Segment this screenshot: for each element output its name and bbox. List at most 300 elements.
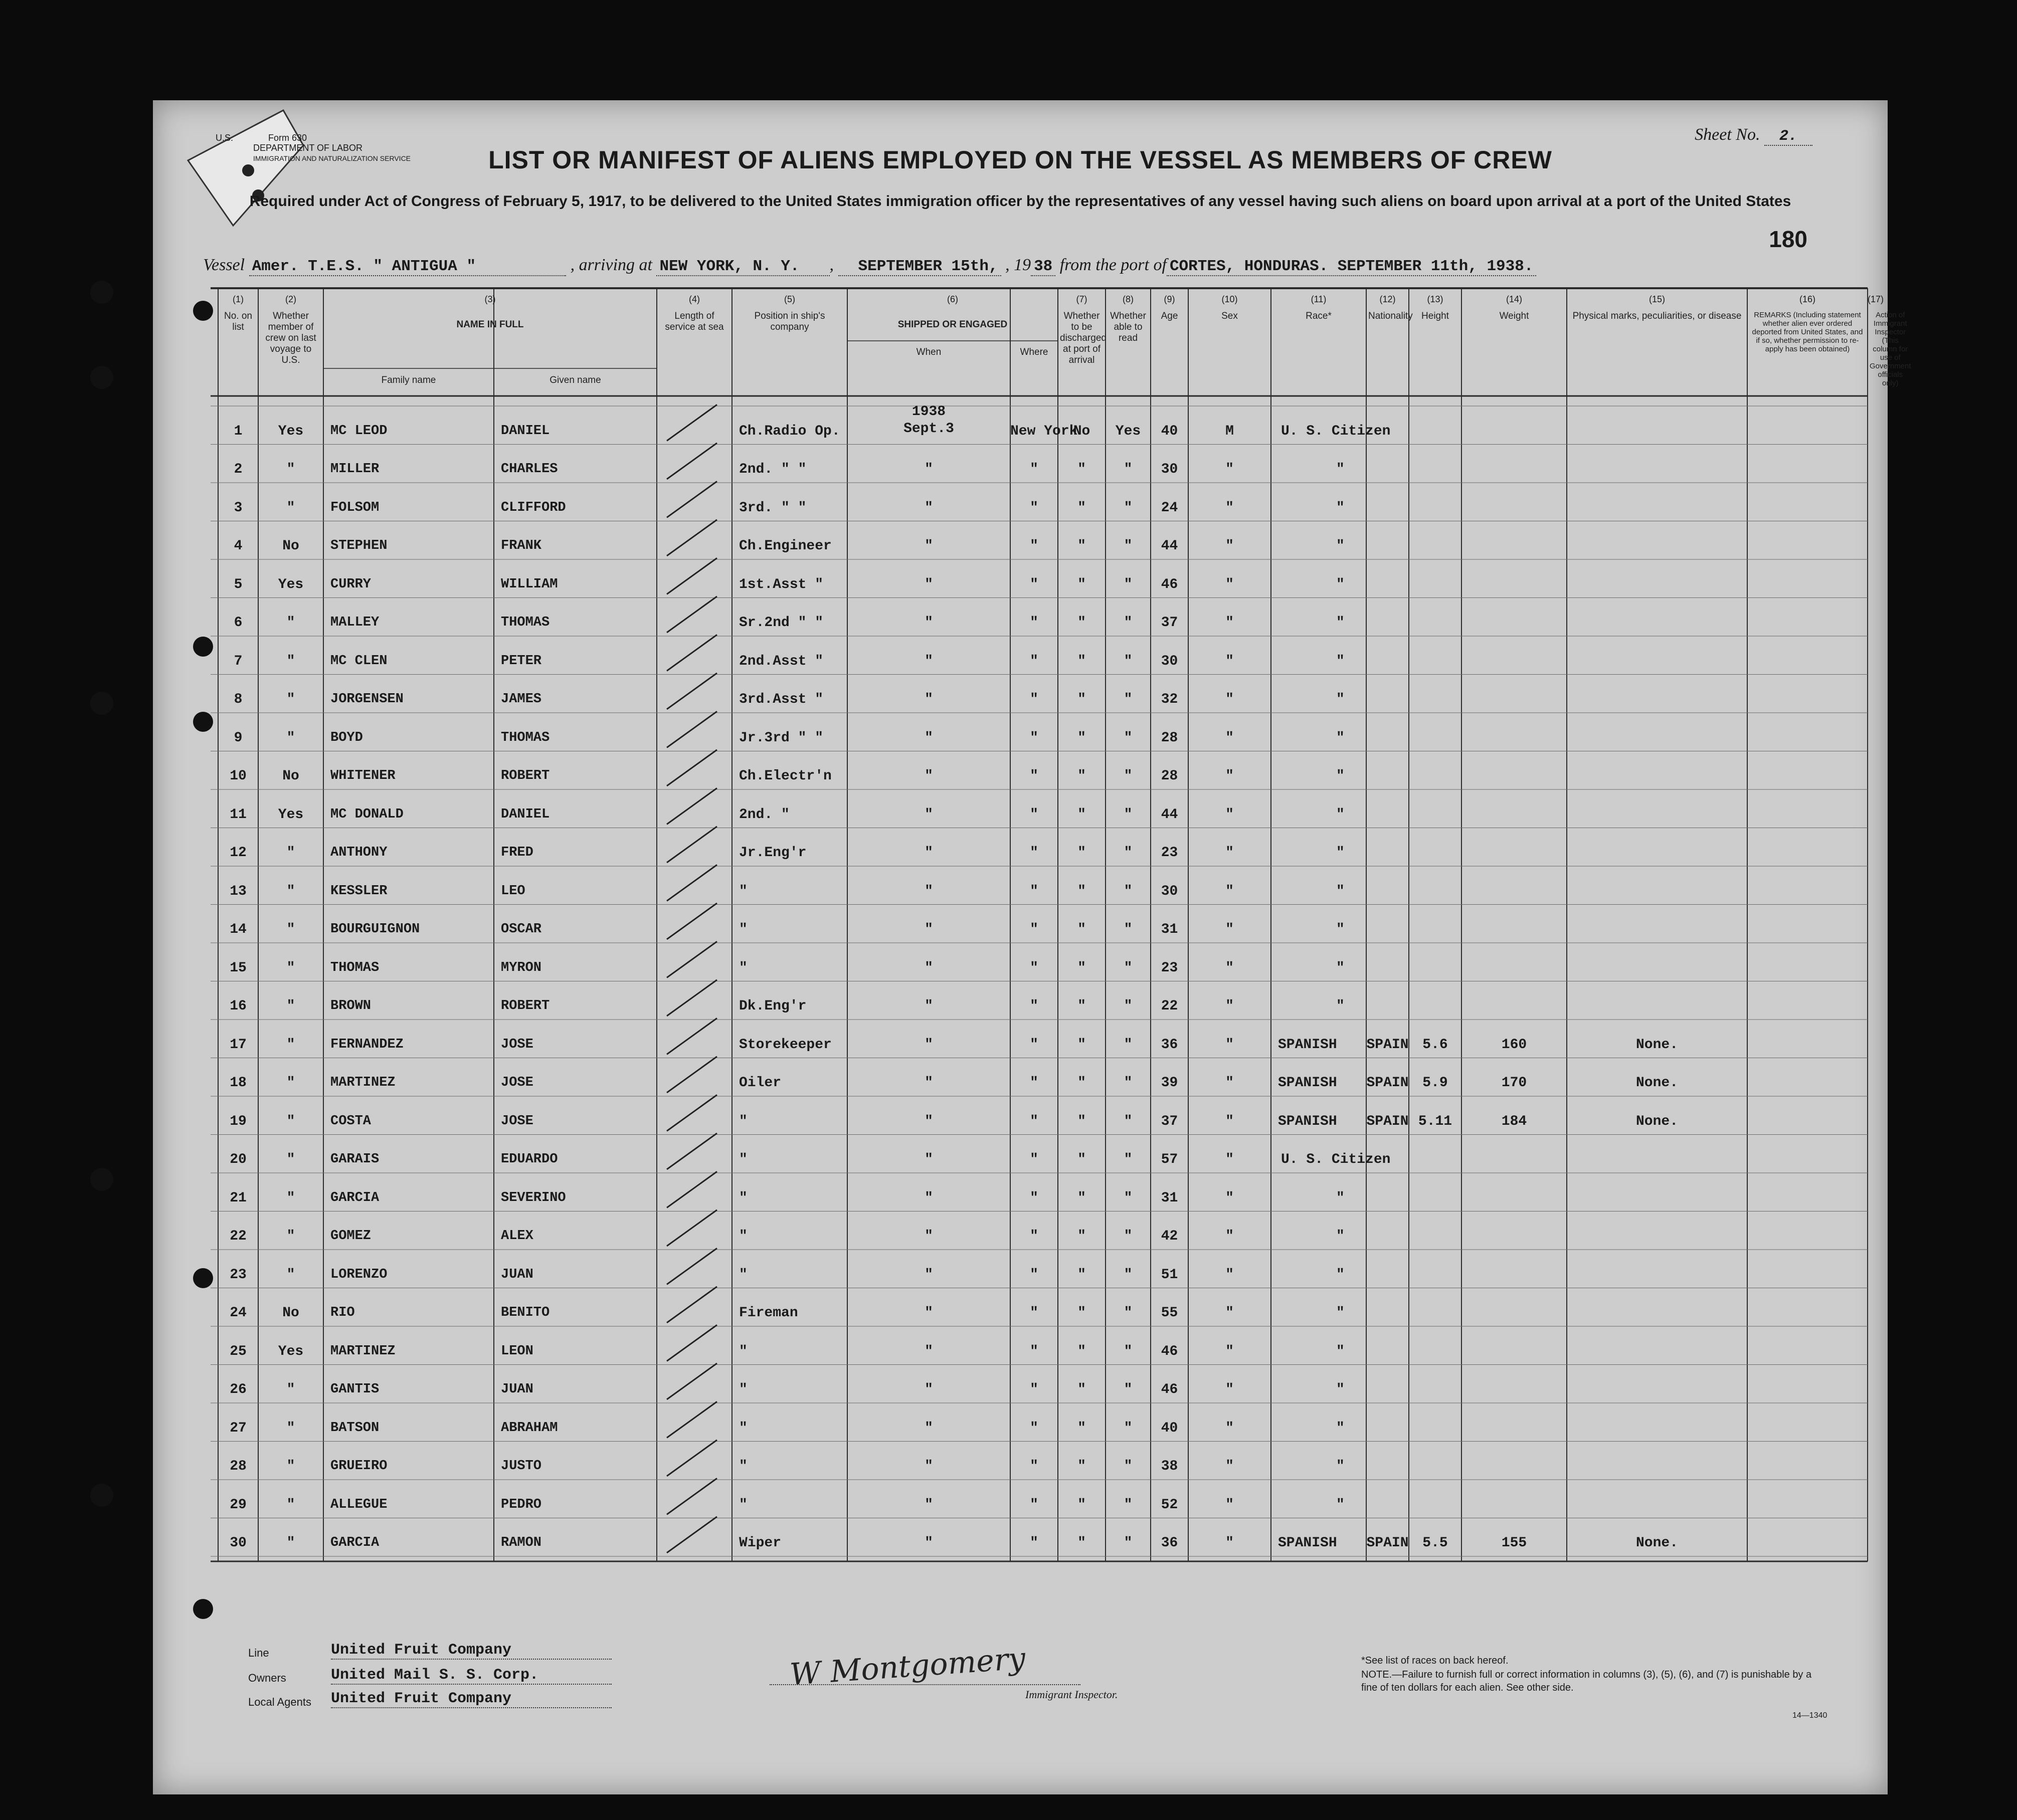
row-12-no: 12 <box>230 845 247 861</box>
row-17-no: 17 <box>230 1037 247 1053</box>
row-14-race: " <box>1336 922 1345 937</box>
row-25-when: " <box>925 1343 933 1359</box>
date-value: SEPTEMBER 15th, <box>838 258 1001 276</box>
row-28-age: 38 <box>1161 1459 1178 1474</box>
row-13-when: " <box>925 883 933 899</box>
row-11-sex: " <box>1225 806 1234 823</box>
column-header: Action of Immigrant Inspector (This column for use of Government officials only) <box>1870 311 1911 387</box>
service-slash-mark <box>667 520 717 556</box>
row-5-race: " <box>1336 576 1345 592</box>
row-24-prev: No <box>282 1305 299 1321</box>
row-7-sex: " <box>1225 653 1234 669</box>
row-7-age: 30 <box>1161 653 1178 669</box>
row-10-read: " <box>1124 768 1133 784</box>
row-25-read: " <box>1124 1343 1133 1359</box>
row-10-family: WHITENER <box>330 768 396 783</box>
row-7-race: " <box>1336 653 1345 669</box>
service-slash-mark <box>667 1057 717 1093</box>
row-24-no: 24 <box>230 1305 247 1321</box>
form-code: 14—1340 <box>1792 1711 1827 1720</box>
subcolumn-header: Given name <box>549 375 601 385</box>
row-13-no: 13 <box>230 883 247 899</box>
row-21-race: " <box>1336 1190 1345 1206</box>
row-7-prev: " <box>286 653 295 669</box>
row-17-disch: " <box>1077 1037 1086 1053</box>
service-slash-mark <box>667 1171 717 1207</box>
row-11-age: 44 <box>1161 806 1178 823</box>
row-14-no: 14 <box>230 922 247 937</box>
row-30-read: " <box>1124 1535 1133 1551</box>
row-12-prev: " <box>286 845 295 861</box>
row-11-prev: Yes <box>278 806 304 823</box>
year-label: , 19 <box>1005 256 1031 274</box>
row-9-prev: " <box>286 730 295 746</box>
row-24-age: 55 <box>1161 1305 1178 1321</box>
row-9-age: 28 <box>1161 730 1178 746</box>
row-19-read: " <box>1124 1113 1133 1129</box>
row-28-race: " <box>1336 1459 1345 1474</box>
row-14-where: " <box>1030 922 1038 937</box>
row-9-where: " <box>1030 730 1038 746</box>
row-19-given: JOSE <box>501 1113 533 1129</box>
row-13-position: " <box>739 883 748 899</box>
row-20-sex: " <box>1225 1152 1234 1167</box>
row-22-age: 42 <box>1161 1229 1178 1244</box>
row-25-sex: " <box>1225 1343 1234 1359</box>
row-26-read: " <box>1124 1382 1133 1397</box>
row-8-age: 32 <box>1161 692 1178 707</box>
row-20-read: " <box>1124 1152 1133 1167</box>
row-18-read: " <box>1124 1075 1133 1091</box>
row-23-read: " <box>1124 1267 1133 1283</box>
binder-hole <box>193 301 213 321</box>
row-13-race: " <box>1336 883 1345 899</box>
row-19-age: 37 <box>1161 1113 1178 1129</box>
row-9-read: " <box>1124 730 1133 746</box>
row-20-disch: " <box>1077 1152 1086 1167</box>
row-5-position: 1st.Asst " <box>739 576 824 592</box>
column-number: (10) <box>1221 294 1238 304</box>
row-6-when: " <box>925 615 933 631</box>
line-label: Line <box>248 1647 269 1659</box>
row-14-given: OSCAR <box>501 922 542 937</box>
row-9-position: Jr.3rd " " <box>739 730 824 746</box>
row-12-sex: " <box>1225 845 1234 861</box>
row-16-read: " <box>1124 998 1133 1014</box>
row-14-read: " <box>1124 922 1133 937</box>
row-2-sex: " <box>1225 462 1234 477</box>
owners-value: United Mail S. S. Corp. <box>331 1667 612 1685</box>
row-23-no: 23 <box>230 1267 247 1283</box>
row-7-position: 2nd.Asst " <box>739 653 824 669</box>
row-21-read: " <box>1124 1190 1133 1206</box>
service-slash-mark <box>667 1210 717 1246</box>
row-13-where: " <box>1030 883 1038 899</box>
vessel-value: Amer. T.E.S. " ANTIGUA " <box>249 258 566 276</box>
column-header: Age <box>1161 311 1178 321</box>
row-29-disch: " <box>1077 1497 1086 1513</box>
row-14-age: 31 <box>1161 922 1178 937</box>
row-12-position: Jr.Eng'r <box>739 845 807 861</box>
row-7-disch: " <box>1077 653 1086 669</box>
row-17-read: " <box>1124 1037 1133 1053</box>
row-17-height: 5.6 <box>1422 1037 1448 1053</box>
vessel-line: Vessel Amer. T.E.S. " ANTIGUA " , arriving at NEW YORK, N. Y. , SEPTEMBER 15th, , 19 38 from the port of CORTES, HONDURAS. SEPTEMBER 11th, 1938. <box>203 256 1858 275</box>
row-5-given: WILLIAM <box>501 576 558 592</box>
row-24-where: " <box>1030 1305 1038 1321</box>
row-24-disch: " <box>1077 1305 1086 1321</box>
row-3-disch: " <box>1077 500 1086 516</box>
service-slash-mark <box>667 980 717 1016</box>
service-slash-mark <box>667 865 717 901</box>
row-30-race: SPANISH <box>1278 1535 1337 1551</box>
row-13-disch: " <box>1077 883 1086 899</box>
row-9-race: " <box>1336 730 1345 746</box>
row-2-disch: " <box>1077 462 1086 477</box>
row-19-no: 19 <box>230 1113 247 1129</box>
row-21-when: " <box>925 1190 933 1206</box>
page-subtitle: Required under Act of Congress of February 5, 1917, to be delivered to the United States immigration officer by the representatives of any vessel having such aliens on board upon arrival at a port of the United States <box>249 193 1791 210</box>
column-number: (13) <box>1427 294 1443 304</box>
row-5-sex: " <box>1225 576 1234 592</box>
row-1-where: New York <box>1010 423 1078 439</box>
row-21-where: " <box>1030 1190 1038 1206</box>
row-9-when: " <box>925 730 933 746</box>
row-30-sex: " <box>1225 1535 1234 1551</box>
binder-hole <box>90 1168 113 1191</box>
row-11-disch: " <box>1077 806 1086 823</box>
row-2-prev: " <box>286 462 295 477</box>
row-10-no: 10 <box>230 768 247 784</box>
service-slash-mark <box>667 1401 717 1438</box>
column-header: SHIPPED OR ENGAGED <box>897 319 1008 330</box>
service-slash-mark <box>667 711 717 747</box>
row-21-prev: " <box>286 1190 295 1206</box>
row-14-sex: " <box>1225 922 1234 937</box>
row-21-no: 21 <box>230 1190 247 1206</box>
row-26-given: JUAN <box>501 1382 533 1397</box>
row-11-read: " <box>1124 806 1133 823</box>
row-14-disch: " <box>1077 922 1086 937</box>
row-15-position: " <box>739 960 748 976</box>
races-note: *See list of races on back hereof. <box>1361 1655 1509 1666</box>
row-18-position: Oiler <box>739 1075 782 1091</box>
page-number: 180 <box>1769 226 1807 252</box>
row-1-race: U. S. Citizen <box>1281 423 1391 439</box>
column-number: (1) <box>233 294 244 304</box>
row-4-disch: " <box>1077 538 1086 554</box>
row-26-age: 46 <box>1161 1382 1178 1397</box>
row-19-nat: SPAIN <box>1366 1113 1409 1129</box>
row-15-age: 23 <box>1161 960 1178 976</box>
row-27-given: ABRAHAM <box>501 1420 558 1436</box>
row-26-where: " <box>1030 1382 1038 1397</box>
row-17-race: SPANISH <box>1278 1037 1337 1053</box>
row-5-age: 46 <box>1161 576 1178 592</box>
service-slash-mark <box>667 443 717 479</box>
row-30-marks: None. <box>1635 1535 1678 1551</box>
arriving-value: NEW YORK, N. Y. <box>656 258 829 276</box>
row-25-position: " <box>739 1343 748 1359</box>
column-header: Weight <box>1499 311 1529 321</box>
row-18-where: " <box>1030 1075 1038 1091</box>
row-22-sex: " <box>1225 1229 1234 1244</box>
row-5-disch: " <box>1077 576 1086 592</box>
row-15-sex: " <box>1225 960 1234 976</box>
row-10-race: " <box>1336 768 1345 784</box>
row-18-height: 5.9 <box>1422 1075 1448 1091</box>
row-29-family: ALLEGUE <box>330 1497 388 1512</box>
row-5-when: " <box>925 576 933 592</box>
column-number: (4) <box>689 294 700 304</box>
column-number: (6) <box>947 294 958 304</box>
row-23-given: JUAN <box>501 1267 533 1282</box>
row-15-where: " <box>1030 960 1038 976</box>
row-17-marks: None. <box>1635 1037 1678 1053</box>
row-27-age: 40 <box>1161 1420 1178 1436</box>
row-3-sex: " <box>1225 500 1234 516</box>
binder-hole <box>90 692 113 715</box>
row-17-age: 36 <box>1161 1037 1178 1053</box>
row-2-given: CHARLES <box>501 462 558 477</box>
row-2-family: MILLER <box>330 462 380 477</box>
service-name: IMMIGRATION AND NATURALIZATION SERVICE <box>253 154 411 162</box>
row-1-sex: M <box>1225 423 1234 439</box>
service-slash-mark <box>667 405 717 441</box>
row-21-given: SEVERINO <box>501 1190 566 1205</box>
row-6-age: 37 <box>1161 615 1178 631</box>
row-17-nat: SPAIN <box>1366 1037 1409 1053</box>
row-14-position: " <box>739 922 748 937</box>
row-12-given: FRED <box>501 845 533 860</box>
row-26-position: " <box>739 1382 748 1397</box>
column-header: Race* <box>1306 311 1332 321</box>
row-23-where: " <box>1030 1267 1038 1283</box>
row-27-read: " <box>1124 1420 1133 1436</box>
row-17-prev: " <box>286 1037 295 1053</box>
service-slash-mark <box>667 673 717 709</box>
row-27-position: " <box>739 1420 748 1436</box>
column-number: (5) <box>784 294 795 304</box>
row-30-height: 5.5 <box>1422 1535 1448 1551</box>
row-23-race: " <box>1336 1267 1345 1283</box>
row-20-no: 20 <box>230 1152 247 1167</box>
row-16-prev: " <box>286 998 295 1014</box>
row-22-when: " <box>925 1229 933 1244</box>
row-2-read: " <box>1124 462 1133 477</box>
row-24-sex: " <box>1225 1305 1234 1321</box>
row-23-family: LORENZO <box>330 1267 388 1282</box>
row-17-where: " <box>1030 1037 1038 1053</box>
row-3-where: " <box>1030 500 1038 516</box>
binder-hole <box>193 637 213 657</box>
row-3-position: 3rd. " " <box>739 500 807 516</box>
row-12-where: " <box>1030 845 1038 861</box>
row-17-position: Storekeeper <box>739 1037 832 1053</box>
row-20-given: EDUARDO <box>501 1152 558 1167</box>
row-10-age: 28 <box>1161 768 1178 784</box>
row-8-prev: " <box>286 692 295 707</box>
row-24-race: " <box>1336 1305 1345 1321</box>
row-12-age: 23 <box>1161 845 1178 861</box>
row-26-race: " <box>1336 1382 1345 1397</box>
row-29-prev: " <box>286 1497 295 1513</box>
column-header: NAME IN FULL <box>456 319 524 330</box>
row-3-prev: " <box>286 500 295 516</box>
row-18-sex: " <box>1225 1075 1234 1091</box>
row-18-weight: 170 <box>1501 1075 1527 1091</box>
row-2-position: 2nd. " " <box>739 462 807 477</box>
service-slash-mark <box>667 1018 717 1054</box>
row-1-when: 1938 Sept.3 <box>903 403 954 437</box>
row-12-read: " <box>1124 845 1133 861</box>
row-16-disch: " <box>1077 998 1086 1014</box>
row-4-sex: " <box>1225 538 1234 554</box>
row-28-no: 28 <box>230 1459 247 1474</box>
row-30-nat: SPAIN <box>1366 1535 1409 1551</box>
row-22-prev: " <box>286 1229 295 1244</box>
row-8-disch: " <box>1077 692 1086 707</box>
row-2-when: " <box>925 462 933 477</box>
row-19-family: COSTA <box>330 1113 372 1129</box>
row-2-age: 30 <box>1161 462 1178 477</box>
row-30-family: GARCIA <box>330 1535 380 1550</box>
row-4-read: " <box>1124 538 1133 554</box>
column-header: Whether member of crew on last voyage to U.S. <box>265 311 316 365</box>
row-20-race: U. S. Citizen <box>1281 1152 1391 1167</box>
row-20-where: " <box>1030 1152 1038 1167</box>
row-18-nat: SPAIN <box>1366 1075 1409 1091</box>
row-22-where: " <box>1030 1229 1038 1244</box>
row-5-family: CURRY <box>330 576 372 592</box>
row-9-given: THOMAS <box>501 730 550 745</box>
row-25-no: 25 <box>230 1343 247 1359</box>
row-20-age: 57 <box>1161 1152 1178 1167</box>
row-17-family: FERNANDEZ <box>330 1037 404 1052</box>
row-22-family: GOMEZ <box>330 1229 372 1244</box>
column-number: (15) <box>1648 294 1665 304</box>
row-27-no: 27 <box>230 1420 247 1436</box>
row-23-position: " <box>739 1267 748 1283</box>
row-15-given: MYRON <box>501 960 542 975</box>
row-30-disch: " <box>1077 1535 1086 1551</box>
sheet-label: Sheet No. <box>1695 125 1760 144</box>
binder-hole <box>90 366 113 389</box>
row-3-family: FOLSOM <box>330 500 380 515</box>
row-8-position: 3rd.Asst " <box>739 692 824 707</box>
binder-hole <box>193 712 213 732</box>
row-23-age: 51 <box>1161 1267 1178 1283</box>
row-26-disch: " <box>1077 1382 1086 1397</box>
row-22-given: ALEX <box>501 1229 533 1244</box>
row-25-given: LEON <box>501 1343 533 1359</box>
form-number: Form 630 <box>268 133 307 143</box>
row-24-given: BENITO <box>501 1305 550 1320</box>
row-30-when: " <box>925 1535 933 1551</box>
row-22-race: " <box>1336 1229 1345 1244</box>
row-29-sex: " <box>1225 1497 1234 1513</box>
row-22-read: " <box>1124 1229 1133 1244</box>
row-27-where: " <box>1030 1420 1038 1436</box>
row-21-family: GARCIA <box>330 1190 380 1205</box>
row-23-when: " <box>925 1267 933 1283</box>
column-number: (3) <box>484 294 496 304</box>
row-26-no: 26 <box>230 1382 247 1397</box>
service-slash-mark <box>667 1287 717 1323</box>
row-28-read: " <box>1124 1459 1133 1474</box>
row-6-no: 6 <box>234 615 243 631</box>
vessel-label: Vessel <box>203 256 245 274</box>
row-8-family: JORGENSEN <box>330 692 404 707</box>
row-8-given: JAMES <box>501 692 542 707</box>
row-24-position: Fireman <box>739 1305 798 1321</box>
row-17-when: " <box>925 1037 933 1053</box>
row-10-given: ROBERT <box>501 768 550 783</box>
row-30-position: Wiper <box>739 1535 782 1551</box>
row-25-disch: " <box>1077 1343 1086 1359</box>
row-15-read: " <box>1124 960 1133 976</box>
row-28-when: " <box>925 1459 933 1474</box>
row-16-race: " <box>1336 998 1345 1014</box>
column-number: (8) <box>1123 294 1134 304</box>
row-22-no: 22 <box>230 1229 247 1244</box>
row-2-no: 2 <box>234 462 243 477</box>
row-24-when: " <box>925 1305 933 1321</box>
column-header: Height <box>1421 311 1449 321</box>
row-16-where: " <box>1030 998 1038 1014</box>
service-slash-mark <box>667 558 717 594</box>
row-1-position: Ch.Radio Op. <box>739 423 840 439</box>
row-17-weight: 160 <box>1501 1037 1527 1053</box>
row-11-race: " <box>1336 806 1345 823</box>
row-10-where: " <box>1030 768 1038 784</box>
row-29-age: 52 <box>1161 1497 1178 1513</box>
subcolumn-header: When <box>916 347 942 357</box>
row-1-age: 40 <box>1161 423 1178 439</box>
row-20-position: " <box>739 1152 748 1167</box>
row-18-age: 39 <box>1161 1075 1178 1091</box>
row-5-no: 5 <box>234 576 243 592</box>
row-25-prev: Yes <box>278 1343 304 1359</box>
row-11-given: DANIEL <box>501 806 550 822</box>
row-6-prev: " <box>286 615 295 631</box>
row-29-given: PEDRO <box>501 1497 542 1512</box>
row-28-sex: " <box>1225 1459 1234 1474</box>
row-21-sex: " <box>1225 1190 1234 1206</box>
row-3-given: CLIFFORD <box>501 500 566 515</box>
row-2-where: " <box>1030 462 1038 477</box>
row-4-prev: No <box>282 538 299 554</box>
manifest-sheet: U.S. Form 630 DEPARTMENT OF LABOR IMMIGRATION AND NATURALIZATION SERVICE Sheet No. 2. LIST OR MANIFEST OF ALIENS EMPLOYED ON THE VESSEL AS MEMBERS OF CREW Required under Act of Congress of February 5, 1917, to be delivered to the United States immigration officer by the representatives of any vessel having such aliens on board upon arrival at a port of the United States 180 Vessel Amer. T.E.S. " ANTIGUA " , arriving at NEW YORK, N. Y. , SEPTEMBER 15th, , 19 38 from the port of CORTES, HONDURAS. SEPTEMBER 11th, 1938. (1) No. on list (2) Whether member of crew on last voyage to U.S. (3) NAME IN FULL (4) Length of service at sea (5) Position in ship's company (6) SHIPPED OR ENGAGED (7) Whether to be discharged at port of arrival (8) Whether able to read (9) Age (10) Sex (11) Race* (12) Nationality (13) Height (14) Weight (15) Physical marks, peculiarities, or disease (16) REMARKS (Including statement whether alien ever ordered deported from United States, and if so, whether permission to re-apply has been obtained) (17) Action of Immigrant Inspector (This column for use of Government officials only) Family name Given name When Where 1 Yes MC LEOD DANIEL Ch.Radio Op. 1938 Sept.3 New York No Yes 40 M U. S. Citizen 2 " MILLER CHARLES 2nd. " " " " " " 30 " " 3 " FOLSOM CLIFFORD 3rd. " " " " " " 24 " " 4 No STEPHEN FRANK Ch.Engineer " " " " 44 " " 5 Yes CURRY WILLIAM 1st.Asst " " " " " 46 " " 6 " MALLEY THOMAS Sr.2nd " " " " " " 37 " " 7 " MC CLEN PETER 2nd.Asst " " " " " 30 " " 8 " JORGENSEN JAMES 3rd.Asst " " " " " 32 " " 9 " BOYD THOMAS Jr.3rd " " " " " " 28 " " 10 No WHITENER ROBERT Ch.Electr'n " " " " 28 " " 11 Yes MC DONALD DANIEL 2nd. " " " " " 44 " " 12 " ANTHONY FRED Jr.Eng'r " " " " 23 " " 13 " KESSLER LEO " " " " " 30 " " 14 " BOURGUIGNON OSCAR " " " " " 31 " " 15 " THOMAS MYRON " " " " " 23 " " 16 " BROWN ROBERT Dk.Eng'r " " " " 22 " " 17 " FERNANDEZ JOSE Storekeeper " " " " 36 " SPANISH SPAIN 5.6 160 None. 18 " MARTINEZ JOSE Oiler " " " " 39 " SPANISH SPAIN 5.9 170 None. 19 " COSTA JOSE " " " " " 37 " SPANISH SPAIN 5.11 184 None. 20 " GARAIS EDUARDO " " " " " 57 " U. S. Citizen 21 " GARCIA SEVERINO " " " " " 31 " " 22 " GOMEZ ALEX " " " " " 42 " " 23 " LORENZO JUAN " " " " " 51 " " 24 No RIO BENITO Fireman " " " " 55 " " 25 Yes MARTINEZ LEON " " " " " 46 " " 26 " GANTIS JUAN " " " " " 46 " " 27 " BATSON ABRAHAM " " " " " 40 " " 28 " GRUEIRO JUSTO " " " " " 38 " " 29 " ALLEGUE PEDRO " " " " " 52 " " 30 " GARCIA RAMON Wiper " " " " 36 " SPANISH SPAIN 5.5 155 None. Line United Fruit Company Owners United Mail S. S. Corp. Local Agents United Fruit Company W Montgomery Immigrant Inspector. *See list of races on back hereof. NOTE.—Failure to furnish full or correct information in columns (3), (5), (6), and (7) is punishable by a fine of ten dollars for each alien. See other side. 14—1340 <box>153 100 1888 1794</box>
row-3-read: " <box>1124 500 1133 516</box>
row-19-marks: None. <box>1635 1113 1678 1129</box>
column-number: (11) <box>1311 294 1327 304</box>
service-slash-mark <box>667 596 717 633</box>
service-slash-mark <box>667 903 717 939</box>
row-27-sex: " <box>1225 1420 1234 1436</box>
row-28-prev: " <box>286 1459 295 1474</box>
row-19-disch: " <box>1077 1113 1086 1129</box>
row-28-disch: " <box>1077 1459 1086 1474</box>
row-7-no: 7 <box>234 653 243 669</box>
row-25-race: " <box>1336 1343 1345 1359</box>
row-9-family: BOYD <box>330 730 363 745</box>
row-27-race: " <box>1336 1420 1345 1436</box>
inspector-signature: W Montgomery <box>789 1641 1027 1693</box>
row-25-age: 46 <box>1161 1343 1178 1359</box>
line-value: United Fruit Company <box>331 1642 612 1660</box>
column-number: (9) <box>1164 294 1175 304</box>
